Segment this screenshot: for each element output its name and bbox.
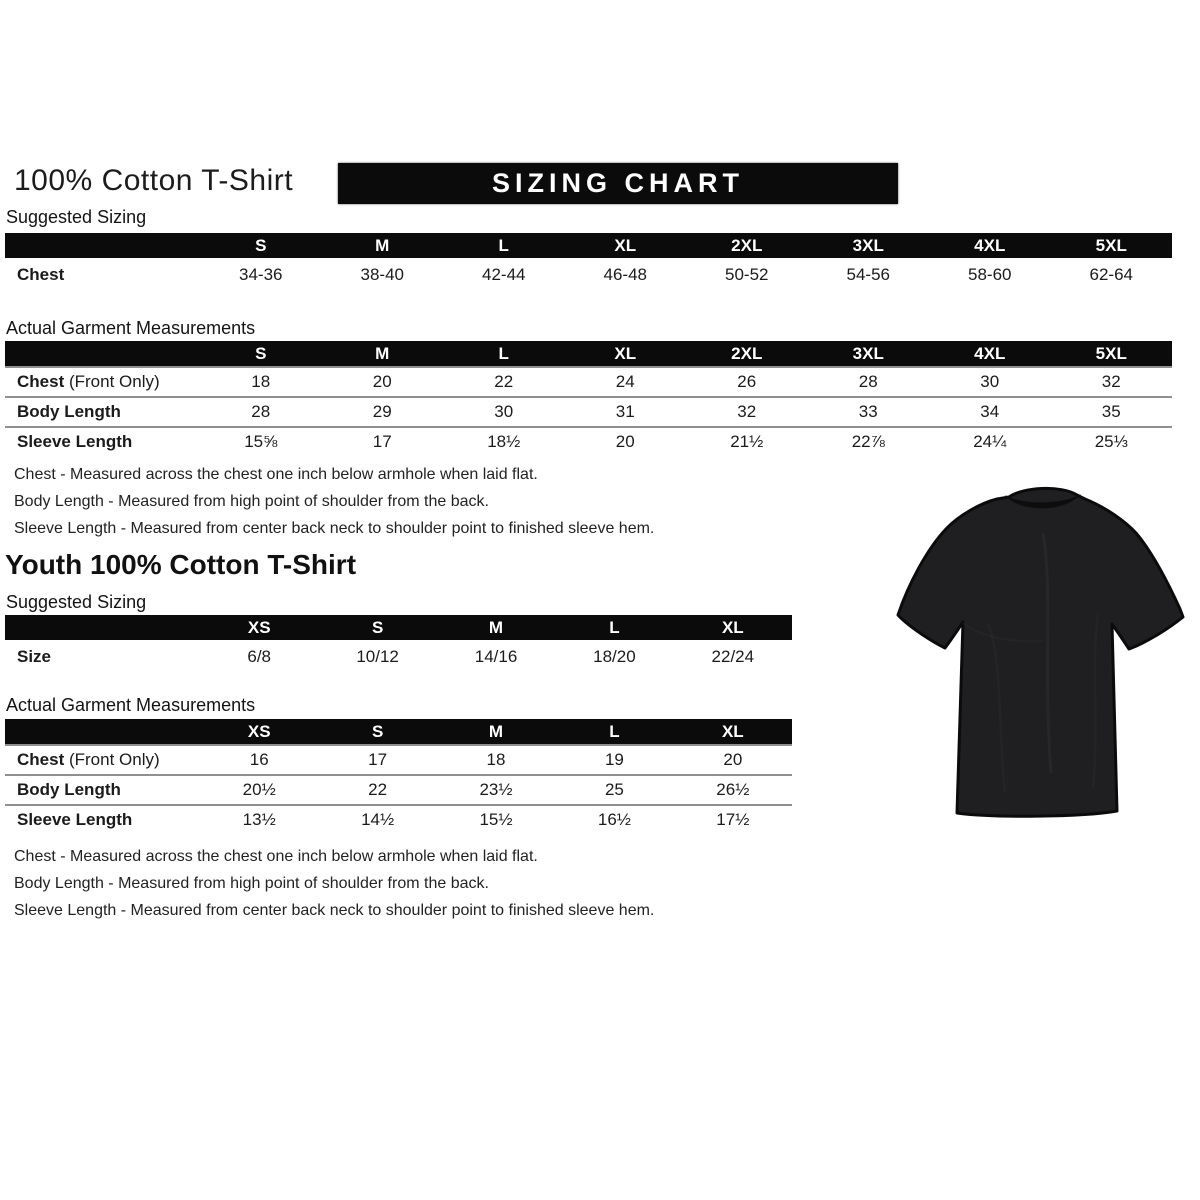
size-col-header: L bbox=[609, 721, 620, 741]
measurement-cell: 22⅞ bbox=[851, 432, 885, 451]
measurement-cell: 20 bbox=[615, 432, 635, 451]
size-col-header: 5XL bbox=[1095, 235, 1127, 255]
measurement-cell: 15⅝ bbox=[244, 432, 278, 451]
measurement-cell: 20½ bbox=[242, 780, 276, 799]
measurement-cell: 26½ bbox=[716, 780, 750, 799]
measurement-cell: 46-48 bbox=[603, 264, 647, 284]
sizing-chart-banner bbox=[338, 163, 898, 204]
note-line: Sleeve Length - Measured from center back neck to shoulder point to finished sleeve hem. bbox=[14, 520, 655, 537]
measurement-cell: 18 bbox=[251, 372, 271, 391]
measurement-cell: 22 bbox=[368, 780, 388, 799]
youth-measurement-notes bbox=[14, 843, 654, 924]
note-line: Chest - Measured across the chest one inch below armhole when laid flat. bbox=[14, 848, 538, 865]
size-col-header: XS bbox=[247, 721, 271, 741]
measurement-cell: 30 bbox=[980, 372, 1000, 391]
size-col-header: S bbox=[371, 721, 384, 741]
adult-measurement-notes bbox=[14, 461, 654, 542]
measurement-cell: 31 bbox=[615, 402, 635, 421]
page-title: 100% Cotton T-Shirt bbox=[14, 164, 294, 197]
size-col-header: XS bbox=[247, 617, 271, 637]
table-row bbox=[5, 804, 792, 834]
note-line: Chest - Measured across the chest one inch below armhole when laid flat. bbox=[14, 466, 538, 483]
size-col-header: 4XL bbox=[974, 235, 1006, 255]
measurement-cell: 24 bbox=[615, 372, 635, 391]
measurement-cell: 34-36 bbox=[239, 264, 283, 284]
measurement-cell: 30 bbox=[494, 402, 514, 421]
measurement-cell: 13½ bbox=[242, 810, 276, 829]
measurement-cell: 50-52 bbox=[725, 264, 769, 284]
measurement-cell: 32 bbox=[737, 402, 757, 421]
row-label: Size bbox=[17, 646, 52, 666]
row-label bbox=[5, 372, 200, 392]
note-line: Body Length - Measured from high point of shoulder from the back. bbox=[14, 875, 489, 892]
youth-suggested-sizing-table bbox=[5, 615, 792, 673]
measurement-cell: 35 bbox=[1101, 402, 1121, 421]
measurement-cell: 21½ bbox=[730, 432, 764, 451]
size-col-header: XL bbox=[721, 617, 744, 637]
table-header-row bbox=[5, 615, 792, 640]
row-label: Chest bbox=[17, 264, 65, 284]
table-row bbox=[5, 744, 792, 774]
measurement-cell: 32 bbox=[1101, 372, 1121, 391]
measurement-cell: 17 bbox=[368, 750, 388, 769]
measurement-cell: 18½ bbox=[487, 432, 521, 451]
measurement-cell: 58-60 bbox=[968, 264, 1012, 284]
size-col-header: M bbox=[375, 235, 390, 255]
adult-actual-measurements-table bbox=[5, 341, 1172, 456]
measurement-cell: 54-56 bbox=[846, 264, 890, 284]
size-col-header: 4XL bbox=[974, 343, 1006, 363]
measurement-cell: 15½ bbox=[479, 810, 513, 829]
measurement-cell: 23½ bbox=[479, 780, 513, 799]
row-label bbox=[5, 750, 200, 770]
note-line: Body Length - Measured from high point of shoulder from the back. bbox=[14, 493, 489, 510]
size-col-header: 5XL bbox=[1095, 343, 1127, 363]
youth-suggested-sizing-label: Suggested Sizing bbox=[6, 592, 147, 612]
size-col-header: M bbox=[375, 343, 390, 363]
row-label-suffix: (Front Only) bbox=[64, 372, 160, 391]
measurement-cell: 20 bbox=[372, 372, 392, 391]
row-label-suffix: (Front Only) bbox=[64, 750, 160, 769]
measurement-cell: 17 bbox=[372, 432, 392, 451]
row-label-main: Chest bbox=[17, 372, 65, 391]
row-label: Sleeve Length bbox=[17, 810, 133, 829]
size-col-header: L bbox=[609, 617, 620, 637]
size-col-header: L bbox=[498, 343, 509, 363]
youth-actual-measurements-label: Actual Garment Measurements bbox=[6, 695, 256, 715]
measurement-cell: 34 bbox=[980, 402, 1000, 421]
measurement-cell: 20 bbox=[723, 750, 743, 769]
size-col-header: S bbox=[255, 235, 267, 255]
measurement-cell: 14/16 bbox=[474, 646, 518, 666]
adult-suggested-sizing-label: Suggested Sizing bbox=[6, 207, 147, 227]
table-row bbox=[5, 426, 1172, 456]
size-col-header: S bbox=[371, 617, 384, 637]
table-header-row bbox=[5, 341, 1172, 366]
measurement-cell: 14½ bbox=[361, 810, 395, 829]
adult-suggested-sizing-table bbox=[5, 233, 1172, 291]
row-label: Body Length bbox=[17, 780, 121, 799]
row-label-main: Chest bbox=[17, 750, 65, 769]
adult-actual-measurements-label: Actual Garment Measurements bbox=[6, 318, 256, 338]
measurement-cell: 25 bbox=[604, 780, 624, 799]
banner-text: SIZING CHART bbox=[492, 168, 744, 198]
table-row bbox=[5, 366, 1172, 396]
measurement-cell: 25⅓ bbox=[1094, 432, 1128, 451]
size-col-header: 2XL bbox=[731, 235, 763, 255]
size-col-header: XL bbox=[614, 235, 637, 255]
measurement-cell: 28 bbox=[251, 402, 271, 421]
size-col-header: S bbox=[255, 343, 267, 363]
size-col-header: 3XL bbox=[852, 343, 884, 363]
measurement-cell: 10/12 bbox=[356, 646, 399, 666]
measurement-cell: 16½ bbox=[597, 810, 631, 829]
table-row bbox=[5, 640, 792, 673]
measurement-cell: 42-44 bbox=[482, 264, 526, 284]
size-col-header: M bbox=[488, 721, 504, 741]
measurement-cell: 22 bbox=[494, 372, 514, 391]
row-label: Body Length bbox=[17, 402, 121, 421]
measurement-cell: 24¼ bbox=[973, 432, 1007, 451]
measurement-cell: 18 bbox=[486, 750, 506, 769]
table-row bbox=[5, 396, 1172, 426]
size-col-header: XL bbox=[721, 721, 744, 741]
measurement-cell: 17½ bbox=[716, 810, 750, 829]
size-col-header: M bbox=[488, 617, 504, 637]
table-row bbox=[5, 258, 1172, 291]
measurement-cell: 28 bbox=[858, 372, 878, 391]
measurement-cell: 38-40 bbox=[360, 264, 404, 284]
row-label: Sleeve Length bbox=[17, 432, 133, 451]
measurement-cell: 19 bbox=[604, 750, 624, 769]
youth-section-title: Youth 100% Cotton T-Shirt bbox=[5, 549, 357, 580]
size-col-header: 3XL bbox=[852, 235, 884, 255]
black-tshirt-image bbox=[893, 473, 1198, 831]
measurement-cell: 62-64 bbox=[1089, 264, 1133, 284]
table-row bbox=[5, 774, 792, 804]
measurement-cell: 26 bbox=[737, 372, 757, 391]
measurement-cell: 29 bbox=[372, 402, 392, 421]
youth-actual-measurements-table bbox=[5, 719, 792, 834]
measurement-cell: 18/20 bbox=[593, 646, 636, 666]
size-col-header: XL bbox=[614, 343, 637, 363]
table-header-row bbox=[5, 233, 1172, 258]
table-header-row bbox=[5, 719, 792, 744]
measurement-cell: 6/8 bbox=[247, 646, 272, 666]
measurement-cell: 16 bbox=[249, 750, 269, 769]
measurement-cell: 22/24 bbox=[711, 646, 755, 666]
size-col-header: L bbox=[498, 235, 509, 255]
note-line: Sleeve Length - Measured from center back neck to shoulder point to finished sleeve hem. bbox=[14, 902, 655, 919]
measurement-cell: 33 bbox=[858, 402, 878, 421]
size-col-header: 2XL bbox=[731, 343, 763, 363]
tshirt-icon bbox=[893, 473, 1198, 831]
